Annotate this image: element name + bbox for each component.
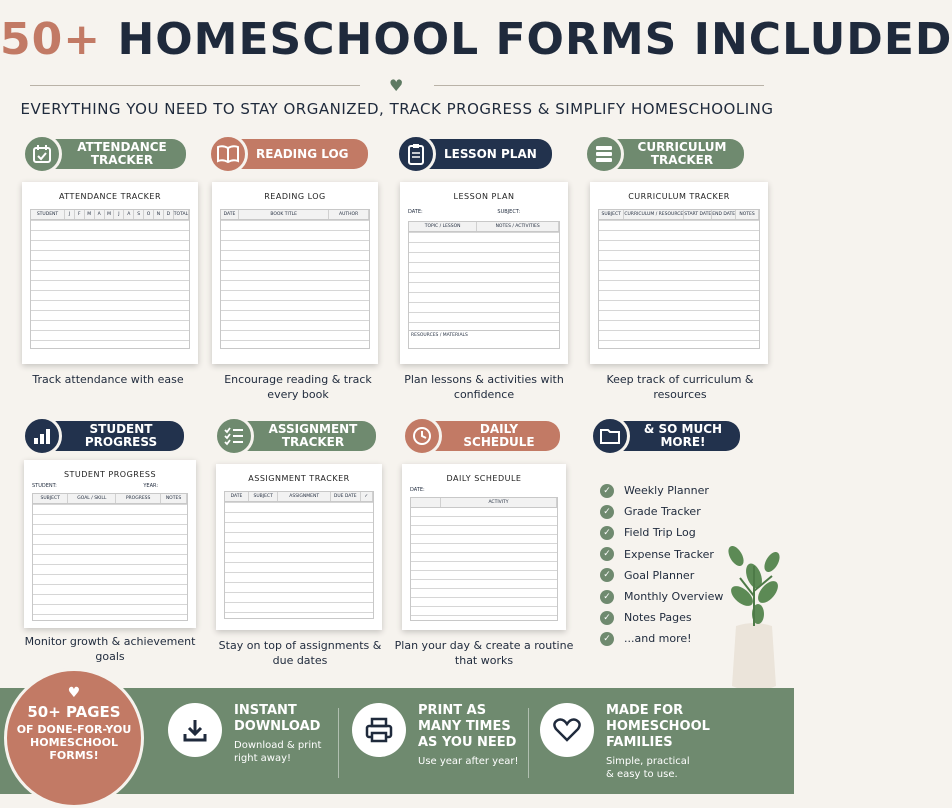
badge-assignment — [214, 418, 376, 454]
column-header: PROGRESS — [116, 494, 161, 503]
pages-badge — [4, 668, 144, 808]
more-list-label: Expense Tracker — [624, 547, 714, 561]
progress-fields — [32, 483, 188, 489]
attendance-grid — [30, 209, 190, 349]
pages-line4: FORMS! — [49, 749, 99, 762]
pages-line3: HOMESCHOOL — [30, 736, 118, 749]
more-list-item — [600, 501, 723, 522]
column-header: GOAL / SKILL — [68, 494, 116, 503]
student-label: STUDENT: — [32, 483, 57, 489]
column-header: NOTES — [736, 210, 759, 219]
column-header: S — [134, 210, 144, 219]
grid-header — [409, 222, 559, 232]
reading-sheet — [212, 182, 378, 364]
progress-sheet — [24, 460, 196, 628]
lesson-grid — [408, 221, 560, 331]
check-icon: ✓ — [600, 526, 614, 540]
column-header: DATE — [225, 492, 249, 501]
heart-icon: ♥ — [389, 76, 404, 95]
feature-print — [352, 703, 532, 768]
reading-grid — [220, 209, 370, 349]
column-header: START DATE — [684, 212, 712, 217]
more-list-label: Grade Tracker — [624, 505, 701, 519]
column-header: ✓ — [361, 492, 373, 501]
feature-made — [540, 703, 710, 781]
badge-daily — [402, 418, 560, 454]
calendar-icon — [22, 134, 62, 174]
daily-caption: Plan your day & create a routine that works — [394, 639, 574, 667]
lesson-fields — [408, 209, 560, 215]
column-header: STUDENT — [31, 210, 65, 219]
column-header: F — [75, 210, 85, 219]
column-header: M — [105, 210, 115, 219]
more-list-item — [600, 586, 723, 607]
daily-sheet — [402, 464, 566, 630]
clock-icon — [402, 416, 442, 456]
badge-label: LESSON PLAN — [424, 139, 552, 169]
feature-title: INSTANT DOWNLOAD — [234, 703, 321, 734]
column-header: M — [85, 210, 95, 219]
check-icon: ✓ — [600, 632, 614, 646]
column-header: N — [154, 210, 164, 219]
column-header: SUBJECT — [33, 494, 68, 503]
column-header: A — [95, 210, 105, 219]
heart-icon: ♥ — [67, 685, 81, 701]
more-list-label: Notes Pages — [624, 611, 692, 625]
column-header: BOOK TITLE — [239, 210, 329, 219]
more-list-item — [600, 628, 723, 649]
check-icon: ✓ — [600, 547, 614, 561]
column-header: AUTHOR — [329, 210, 369, 219]
check-icon: ✓ — [600, 568, 614, 582]
badge-reading — [208, 136, 368, 172]
lesson-caption: Plan lessons & activities with confidence — [404, 373, 564, 401]
grid-header — [411, 498, 557, 508]
grid-header — [33, 494, 187, 504]
badge-label: READING LOG — [236, 139, 368, 169]
lesson-sheet — [400, 182, 568, 364]
column-header: A — [124, 210, 134, 219]
sheet-title: LESSON PLAN — [453, 192, 515, 201]
daily-grid — [410, 497, 558, 621]
grid-header — [599, 210, 759, 220]
bar-chart-icon — [22, 416, 62, 456]
footer-separator — [528, 708, 529, 778]
checklist-icon — [214, 416, 254, 456]
check-icon: ✓ — [600, 505, 614, 519]
footer-separator — [338, 708, 339, 778]
column-header: NOTES / ACTIVITIES — [477, 222, 559, 231]
badge-progress — [22, 418, 184, 454]
feature-sub: Download & print right away! — [234, 740, 322, 764]
books-stack-icon — [584, 134, 624, 174]
curriculum-grid — [598, 209, 760, 349]
column-header: D — [164, 210, 174, 219]
progress-caption: Monitor growth & achievement goals — [24, 635, 196, 663]
sheet-title: READING LOG — [264, 192, 326, 201]
more-list-label: Field Trip Log — [624, 526, 696, 540]
feature-title: PRINT AS MANY TIMES AS YOU NEED — [418, 703, 517, 750]
column-header: CURRICULUM / RESOURCE — [624, 212, 684, 217]
column-header: ASSIGNMENT — [278, 492, 330, 501]
folder-icon — [590, 416, 630, 456]
more-list-item — [600, 480, 723, 501]
resources-box: RESOURCES / MATERIALS — [408, 331, 560, 349]
reading-caption: Encourage reading & track every book — [224, 373, 372, 401]
column-header: J — [65, 210, 75, 219]
grid-header — [31, 210, 189, 220]
column-header: NOTES — [161, 494, 187, 503]
book-icon — [208, 134, 248, 174]
check-icon: ✓ — [600, 590, 614, 604]
feature-sub: Use year after year! — [418, 756, 519, 767]
sheet-title: STUDENT PROGRESS — [63, 470, 157, 479]
grid-header — [225, 492, 373, 502]
curriculum-sheet — [590, 182, 768, 364]
feature-download — [168, 703, 338, 765]
subtitle: EVERYTHING YOU NEED TO STAY ORGANIZED, TRACK PROGRESS & SIMPLIFY HOMESCHOOLING — [20, 100, 774, 118]
more-list-item — [600, 565, 723, 586]
badge-lesson — [396, 136, 552, 172]
download-icon — [168, 703, 222, 757]
title-accent: 50+ — [0, 14, 102, 65]
assignment-grid — [224, 491, 374, 619]
printer-icon — [352, 703, 406, 757]
year-label: YEAR: — [143, 483, 158, 489]
column-header: DUE DATE — [331, 492, 361, 501]
badge-label: ATTENDANCE TRACKER — [50, 139, 186, 169]
assignment-sheet — [216, 464, 382, 630]
divider-right — [434, 85, 764, 86]
heart-outline-icon — [540, 703, 594, 757]
attendance-caption: Track attendance with ease — [32, 373, 184, 386]
column-header: DATE — [221, 210, 239, 219]
subject-label: SUBJECT: — [497, 209, 520, 215]
badge-more — [590, 418, 740, 454]
column-header: J — [114, 210, 124, 219]
badge-label: STUDENT PROGRESS — [50, 421, 184, 451]
badge-label: CURRICULUM TRACKER — [612, 139, 744, 169]
check-icon: ✓ — [600, 484, 614, 498]
more-list-label: Goal Planner — [624, 568, 695, 582]
more-list-item — [600, 607, 723, 628]
more-list-label: Monthly Overview — [624, 590, 724, 604]
sheet-title: CURRICULUM TRACKER — [628, 192, 730, 201]
sheet-title: DAILY SCHEDULE — [446, 474, 522, 483]
title-main: HOMESCHOOL FORMS INCLUDED — [117, 14, 952, 65]
daily-date-label: DATE: — [410, 487, 425, 493]
grid-header — [221, 210, 369, 220]
badge-label: & SO MUCH MORE! — [618, 421, 740, 451]
badge-attendance — [22, 136, 186, 172]
sheet-title: ASSIGNMENT TRACKER — [248, 474, 350, 483]
progress-grid — [32, 493, 188, 621]
column-header: SUBJECT — [599, 210, 624, 219]
attendance-sheet — [22, 182, 198, 364]
pages-count: 50+ PAGES — [27, 703, 121, 721]
pages-line2: OF DONE-FOR-YOU — [16, 723, 132, 736]
clipboard-icon — [396, 134, 436, 174]
page-title — [0, 14, 952, 65]
column-header: TOPIC / LESSON — [409, 222, 477, 231]
more-list-label: Weekly Planner — [624, 484, 709, 498]
more-list-item — [600, 522, 723, 543]
date-label: DATE: — [408, 209, 423, 215]
badge-label: ASSIGNMENT TRACKER — [242, 421, 376, 451]
column-header: O — [144, 210, 154, 219]
more-list — [600, 480, 723, 650]
sheet-title: ATTENDANCE TRACKER — [58, 192, 162, 201]
curriculum-caption: Keep track of curriculum & resources — [606, 373, 754, 401]
column-header: END DATE — [712, 212, 736, 217]
more-list-item — [600, 544, 723, 565]
feature-title: MADE FOR HOMESCHOOL FAMILIES — [606, 703, 710, 750]
column-header: TOTAL — [173, 212, 189, 217]
feature-sub: Simple, practical & easy to use. — [606, 756, 690, 780]
activity-label: ACTIVITY — [441, 498, 557, 507]
badge-label: DAILY SCHEDULE — [430, 421, 560, 451]
check-icon: ✓ — [600, 611, 614, 625]
divider-left — [30, 85, 360, 86]
badge-curriculum — [584, 136, 744, 172]
more-list-label: ...and more! — [624, 632, 692, 646]
column-header: SUBJECT — [249, 492, 279, 501]
assignment-caption: Stay on top of assignments & due dates — [218, 639, 382, 667]
